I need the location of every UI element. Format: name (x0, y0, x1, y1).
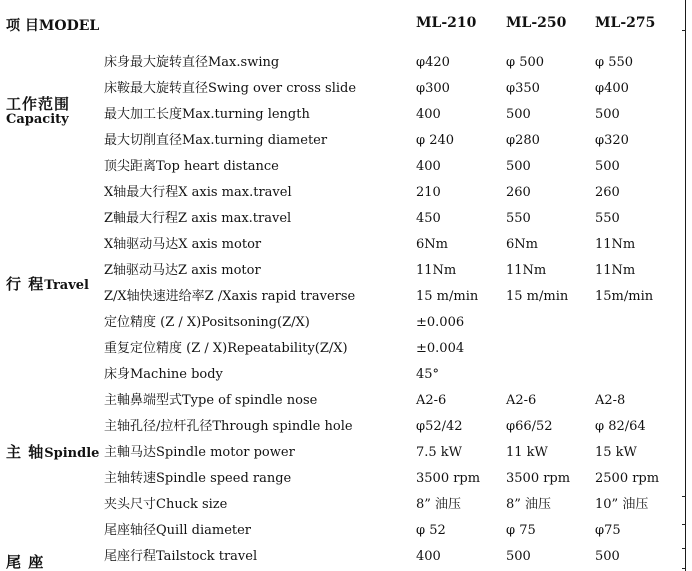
header-model-ml250: ML-250 (506, 15, 567, 31)
value-ml210: φ52/42 (416, 419, 463, 434)
value-ml275: 500 (595, 549, 620, 564)
value-ml210: 3500 rpm (416, 471, 481, 486)
value-ml275: φ 82/64 (595, 419, 646, 434)
header-model-ml275: ML-275 (595, 15, 656, 31)
spec-label: 尾座行程Tailstock travel (104, 549, 258, 564)
value-ml250: A2-6 (506, 393, 537, 408)
value-ml250: 500 (506, 159, 531, 174)
spec-label: 最大切削直径Max.turning diameter (104, 133, 328, 148)
spec-label: 顶尖距离Top heart distance (104, 159, 279, 174)
spec-label: X轴驱动马达X axis motor (104, 237, 262, 252)
table-row (0, 492, 692, 518)
value-ml250: φ 500 (506, 55, 545, 70)
value-ml250: 8” 油压 (506, 497, 552, 512)
spec-label: 主軸鼻端型式Type of spindle nose (104, 393, 318, 408)
table-row (0, 466, 692, 492)
border-tick (682, 548, 686, 549)
value-ml210: φ300 (416, 81, 450, 96)
value-ml250: 550 (506, 211, 531, 226)
value-ml250: 500 (506, 107, 531, 122)
table-row (0, 284, 692, 310)
value-ml250: 500 (506, 549, 531, 564)
value-ml210: φ 240 (416, 133, 455, 148)
group-tailstock-zh: 尾 座 (6, 553, 45, 571)
value-ml250: 11Nm (506, 263, 547, 278)
table-row (0, 154, 692, 180)
value-ml210: φ 52 (416, 523, 446, 538)
value-ml210: 400 (416, 107, 441, 122)
value-ml275: A2-8 (595, 393, 626, 408)
value-ml275: 10” 油压 (595, 497, 649, 512)
value-ml210: ±0.006 (416, 315, 465, 330)
value-ml275: φ320 (595, 133, 629, 148)
value-ml210: ±0.004 (416, 341, 465, 356)
value-ml275: 500 (595, 159, 620, 174)
group-spindle-zh: 主 轴 (6, 443, 45, 461)
spec-label: Z/X轴快速进给率Z /Xaxis rapid traverse (104, 289, 356, 304)
table-row (0, 388, 692, 414)
spec-label: 最大加工长度Max.turning length (104, 107, 310, 122)
value-ml250: 15 m/min (506, 289, 569, 304)
border-tick (682, 568, 686, 569)
table-row (0, 440, 692, 466)
border-tick (682, 524, 686, 525)
value-ml250: φ 75 (506, 523, 536, 538)
table-row (0, 414, 692, 440)
value-ml210: 7.5 kW (416, 445, 463, 460)
table-row (0, 544, 692, 570)
spec-label: 夹头尺寸Chuck size (104, 497, 228, 512)
value-ml210: 6Nm (416, 237, 448, 252)
table-row (0, 76, 692, 102)
group-travel-zh: 行 程 (6, 275, 45, 293)
group-capacity-zh: 工作范围 (6, 95, 71, 113)
value-ml275: 15 kW (595, 445, 637, 460)
value-ml210: A2-6 (416, 393, 447, 408)
value-ml250: 11 kW (506, 445, 548, 460)
value-ml210: 450 (416, 211, 441, 226)
value-ml275: 500 (595, 107, 620, 122)
table-row (0, 258, 692, 284)
group-travel-en: Travel (44, 278, 89, 293)
spec-label: 主軸马达Spindle motor power (104, 445, 295, 460)
value-ml250: 6Nm (506, 237, 538, 252)
value-ml250: φ280 (506, 133, 540, 148)
header-model-ml210: ML-210 (416, 15, 477, 31)
value-ml250: 260 (506, 185, 531, 200)
value-ml275: 260 (595, 185, 620, 200)
table-row (0, 50, 692, 76)
spec-label: X轴最大行程X axis max.travel (104, 185, 292, 200)
spec-label: 主轴转速Spindle speed range (104, 471, 292, 486)
value-ml210: 15 m/min (416, 289, 479, 304)
value-ml210: φ420 (416, 55, 450, 70)
group-spindle-en: Spindle (44, 446, 100, 461)
value-ml275: 2500 rpm (595, 471, 660, 486)
spec-label: 床身Machine body (104, 367, 223, 382)
right-border-line (685, 0, 686, 571)
table-row (0, 180, 692, 206)
value-ml250: φ66/52 (506, 419, 553, 434)
table-row (0, 336, 692, 362)
border-tick (682, 496, 686, 497)
value-ml250: 3500 rpm (506, 471, 571, 486)
value-ml275: φ400 (595, 81, 629, 96)
spec-label: 主轴孔径/拉杆孔径Through spindle hole (104, 419, 353, 434)
spec-label: 床身最大旋转直径Max.swing (104, 55, 280, 70)
spec-label: 床鞍最大旋转直径Swing over cross slide (104, 81, 357, 96)
header-item-label: 项 目MODEL (6, 18, 100, 34)
value-ml275: 15m/min (595, 289, 654, 304)
value-ml275: 550 (595, 211, 620, 226)
spec-label: 尾座轴径Quill diameter (104, 523, 252, 538)
border-tick (682, 30, 686, 31)
group-capacity-en: Capacity (6, 112, 69, 127)
value-ml275: 11Nm (595, 237, 636, 252)
value-ml250: φ350 (506, 81, 540, 96)
value-ml210: 210 (416, 185, 441, 200)
table-row (0, 362, 692, 388)
spec-label: Z軸最大行程Z axis max.travel (104, 211, 292, 226)
table-row (0, 518, 692, 544)
spec-label: 定位精度 (Z / X)Positsoning(Z/X) (104, 315, 310, 330)
value-ml210: 8” 油压 (416, 497, 462, 512)
spec-label: Z轴驱动马达Z axis motor (104, 263, 261, 278)
spec-label: 重复定位精度 (Z / X)Repeatability(Z/X) (104, 341, 348, 356)
table-row (0, 206, 692, 232)
table-row (0, 232, 692, 258)
value-ml210: 400 (416, 159, 441, 174)
value-ml275: φ75 (595, 523, 621, 538)
table-row (0, 310, 692, 336)
table-row (0, 128, 692, 154)
value-ml210: 400 (416, 549, 441, 564)
value-ml210: 11Nm (416, 263, 457, 278)
value-ml275: φ 550 (595, 55, 634, 70)
value-ml275: 11Nm (595, 263, 636, 278)
value-ml210: 45° (416, 367, 440, 382)
table-row (0, 102, 692, 128)
